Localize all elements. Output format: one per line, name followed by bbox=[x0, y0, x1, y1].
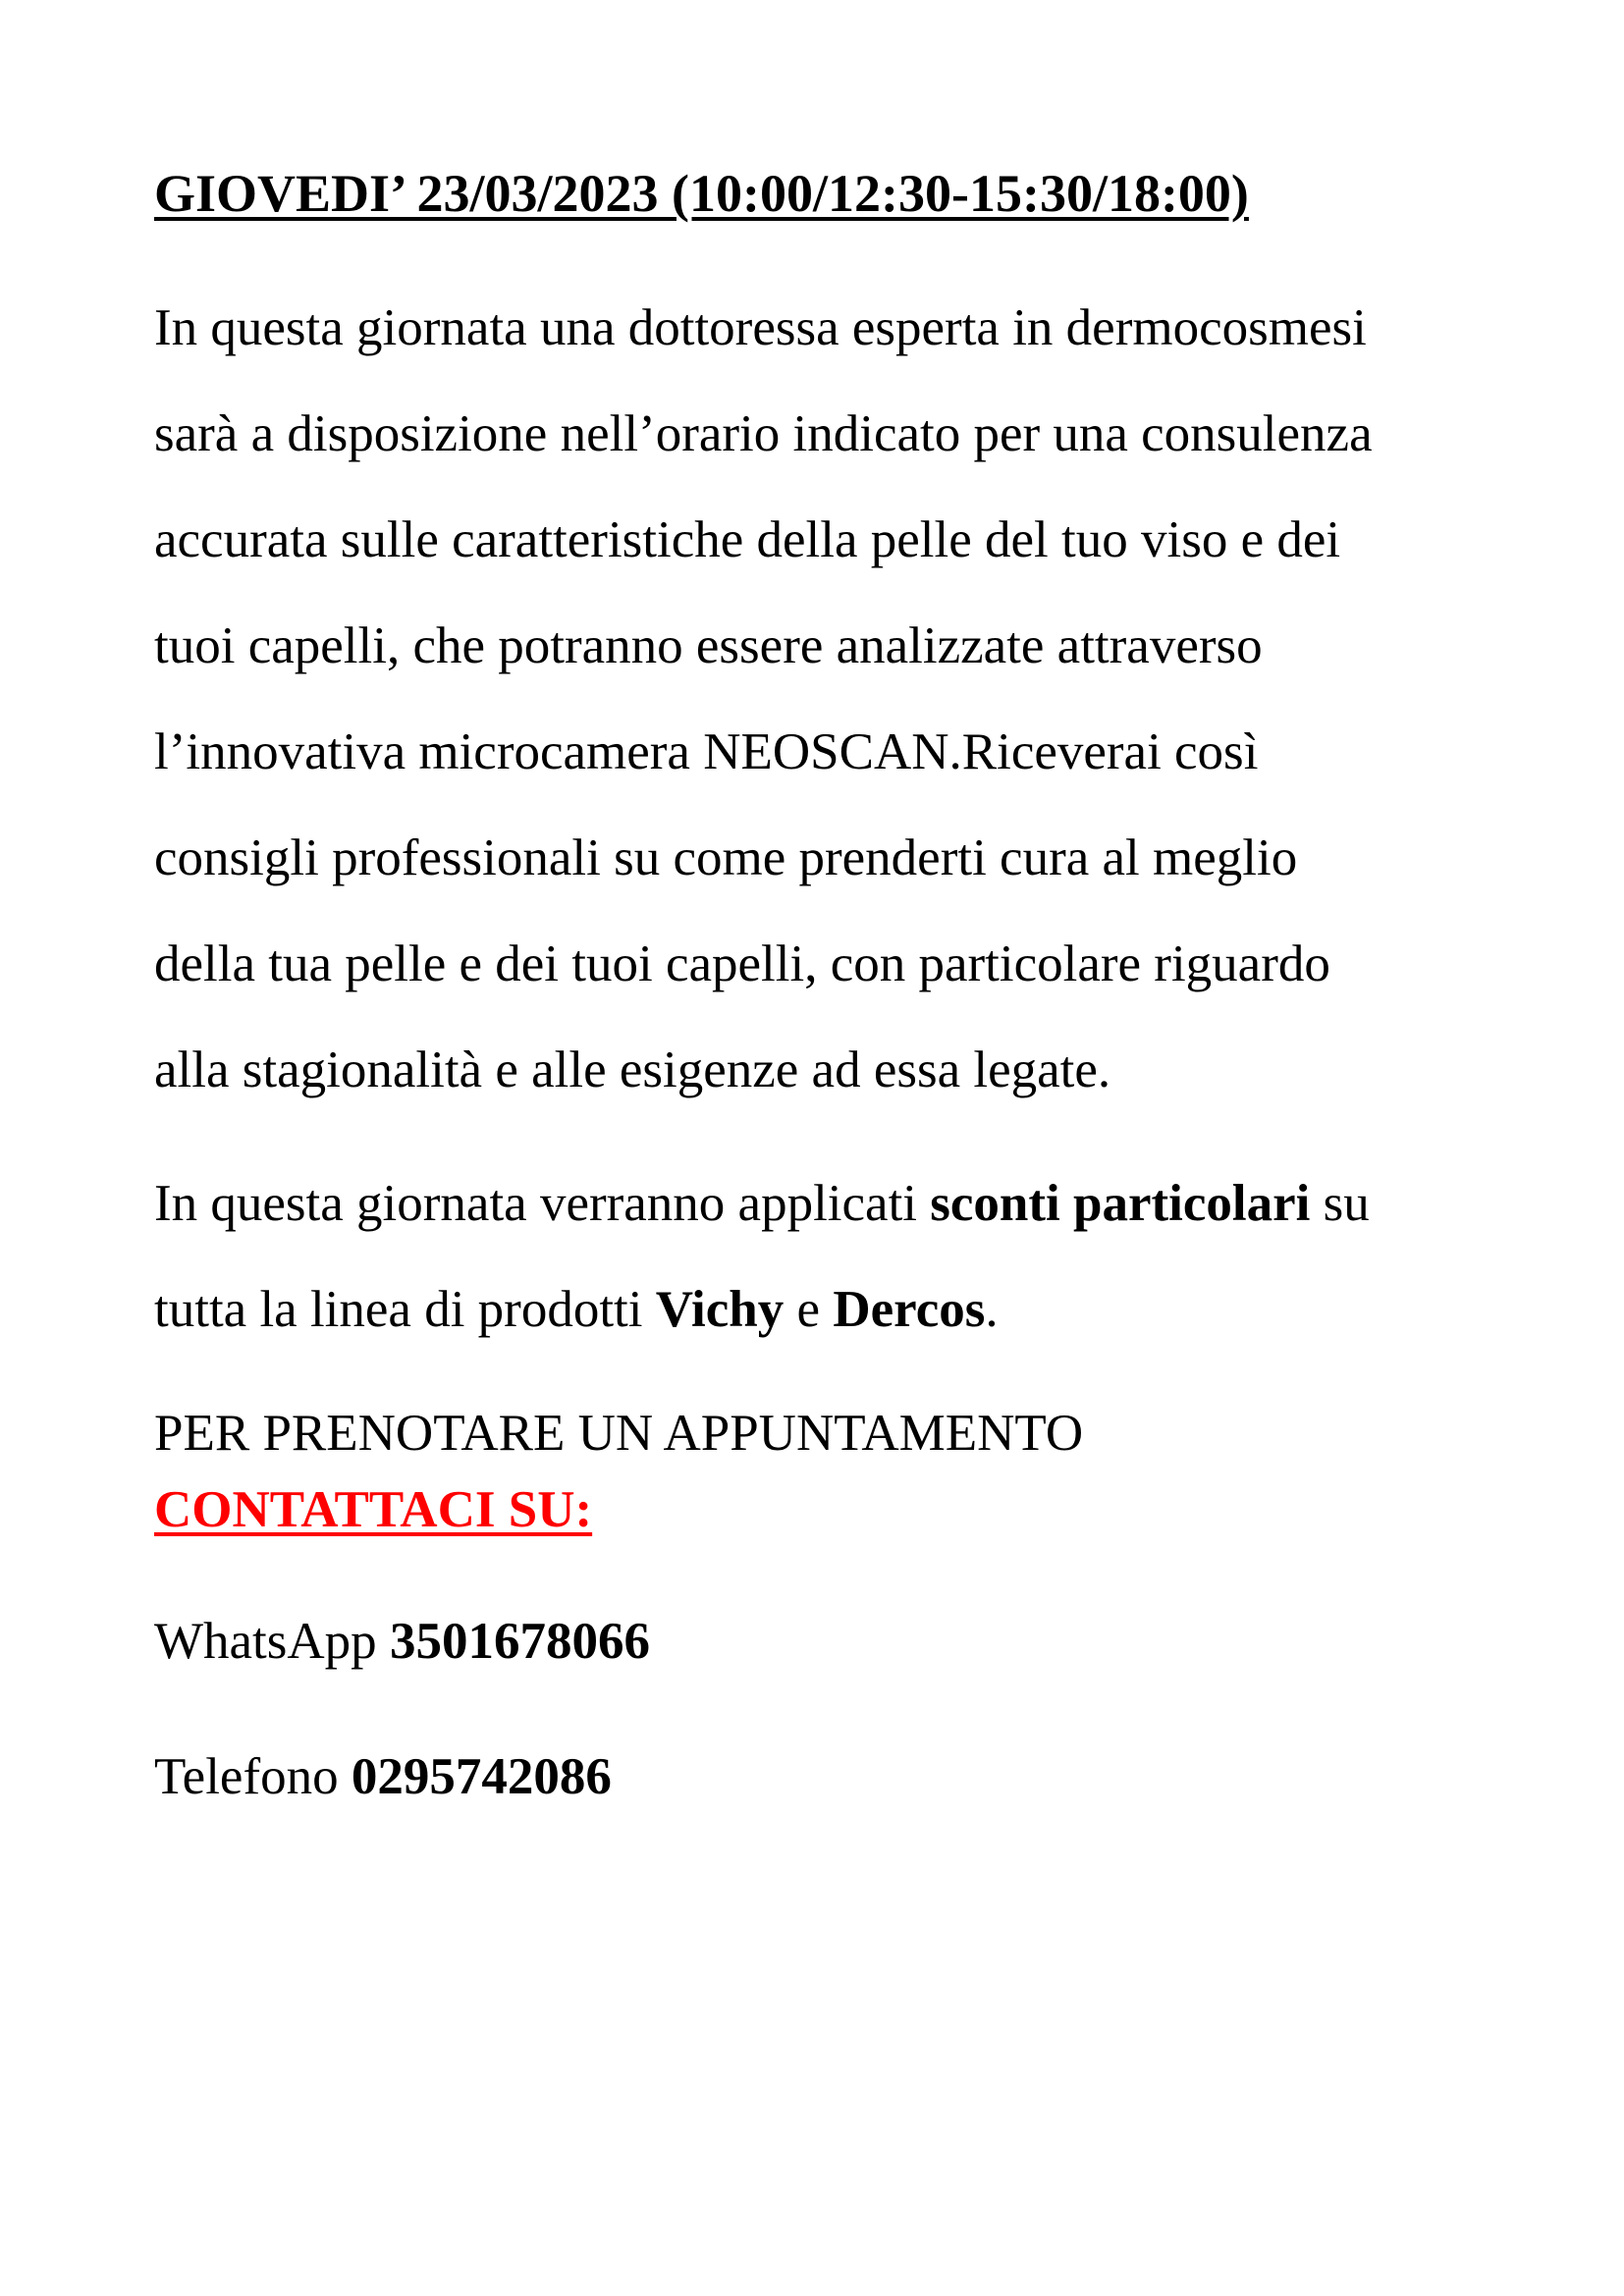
description-line: alla stagionalità e alle esigenze ad essa legate. bbox=[154, 1041, 1111, 1098]
description-line: l’innovativa microcamera NEOSCAN.Riceverai così bbox=[154, 723, 1259, 780]
offer-highlight: sconti particolari bbox=[930, 1175, 1311, 1232]
offer-line-1 bbox=[154, 1150, 1370, 1256]
phone-number: 0295742086 bbox=[351, 1748, 612, 1805]
description-line: sarà a disposizione nell’orario indicato per una consulenza bbox=[154, 405, 1373, 462]
whatsapp-number: 3501678066 bbox=[389, 1613, 650, 1670]
description-line: della tua pelle e dei tuoi capelli, con particolare riguardo bbox=[154, 935, 1330, 992]
phone-contact bbox=[154, 1737, 612, 1816]
description-line: consigli professionali su come prenderti cura al meglio bbox=[154, 829, 1298, 886]
description-line: In questa giornata una dottoressa esperta in dermocosmesi bbox=[154, 299, 1367, 356]
offer-text: e bbox=[784, 1281, 834, 1338]
brand-vichy: Vichy bbox=[655, 1281, 785, 1338]
offer-text: tutta la linea di prodotti bbox=[154, 1281, 656, 1338]
event-title: GIOVEDI’ 23/03/2023 (10:00/12:30-15:30/18:00) bbox=[154, 164, 1249, 223]
brand-dercos: Dercos bbox=[833, 1281, 986, 1338]
contact-us-heading: CONTATTACI SU: bbox=[154, 1481, 593, 1538]
offer-text: In questa giornata verranno applicati bbox=[154, 1175, 931, 1232]
offer-text: su bbox=[1310, 1175, 1370, 1232]
offer-text: . bbox=[985, 1281, 999, 1338]
whatsapp-label: WhatsApp bbox=[154, 1613, 390, 1670]
description-line: accurata sulle caratteristiche della pelle del tuo viso e dei bbox=[154, 511, 1341, 568]
whatsapp-contact bbox=[154, 1602, 650, 1681]
offer-paragraph bbox=[154, 1150, 1370, 1362]
booking-heading: PER PRENOTARE UN APPUNTAMENTO bbox=[154, 1405, 1084, 1462]
offer-line-2 bbox=[154, 1256, 1370, 1362]
description-line: tuoi capelli, che potranno essere analizzate attraverso bbox=[154, 617, 1263, 674]
phone-label: Telefono bbox=[154, 1748, 352, 1805]
description-paragraph bbox=[154, 275, 1373, 1123]
